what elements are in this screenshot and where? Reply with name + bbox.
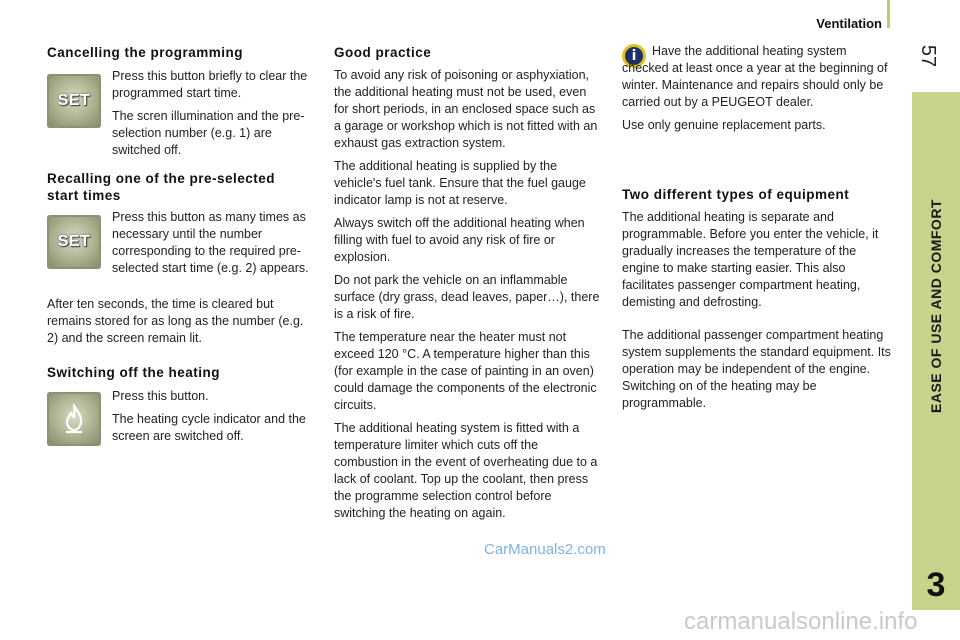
- gp-para-6: The additional heating system is fitted with a temperature limiter which cuts off the combustion in the event of overheating due to a lack of coolant. Top up the coolant, then press the programme selection control before switching the heating on again.: [334, 421, 598, 520]
- flame-icon: [61, 404, 87, 434]
- chapter-side-tab: [912, 92, 960, 560]
- set-button-image: [47, 74, 101, 128]
- equipment-p1: The additional heating is separate and programmable. Before you enter the vehicle, it gradually increases the temperature of the engine to make starting easier. This also facilitates passenger compartment heating, demisting and defrosting.: [622, 210, 879, 309]
- recall-title: [47, 170, 307, 204]
- equipment-p2: The additional passenger compartment heating system supplements the standard equipment. Its operation may be independent of the engine. Switching on of the heating may be programmable.: [622, 328, 891, 410]
- page-number: 57: [917, 44, 939, 68]
- switchoff-p1: Press this button.: [112, 389, 209, 403]
- good-practice-title: Good practice: [334, 45, 432, 60]
- info-p1: Have the additional heating system checked at least once a year at the beginning of winter. Maintenance and repairs should only be carried out by a PEUGEOT dealer.: [622, 44, 888, 109]
- watermark-carmanuals2: CarManuals2.com: [484, 541, 606, 558]
- chapter-number: 3: [912, 560, 960, 610]
- header-divider: [887, 0, 890, 28]
- recall-p1: Press this button as many times as necessary until the number corresponding to the required pre-selected start time (e.g. 2) appears.: [112, 210, 309, 275]
- set-button-image-2: [47, 215, 101, 269]
- recall-title-line1: Recalling one of the pre-selected: [47, 171, 276, 186]
- set-button-label: SET: [57, 92, 91, 109]
- switchoff-text: [112, 388, 312, 451]
- equipment-text: [622, 209, 894, 418]
- info-p2: Use only genuine replacement parts.: [622, 118, 826, 132]
- cancel-title: Cancelling the programming: [47, 45, 244, 60]
- chapter-title: EASE OF USE AND COMFORT: [928, 199, 944, 413]
- switchoff-p2: The heating cycle indicator and the screen are switched off.: [112, 412, 306, 443]
- good-practice-text: [334, 67, 604, 528]
- switchoff-title: Switching off the heating: [47, 365, 220, 380]
- info-text: [622, 43, 894, 140]
- cancel-text: [112, 68, 312, 165]
- watermark-carmanualsonline: carmanualsonline.info: [684, 608, 918, 635]
- gp-para-4: Do not park the vehicle on an inflammable surface (dry grass, dead leaves, paper…), there is a risk of fire.: [334, 273, 600, 321]
- recall-title-line2: start times: [47, 188, 121, 203]
- recall-text: [112, 209, 312, 283]
- gp-para-3: Always switch off the additional heating when filling with fuel to avoid any risk of fire or explosion.: [334, 216, 585, 264]
- cancel-p1: Press this button briefly to clear the programmed start time.: [112, 69, 308, 100]
- recall-text-2: [47, 296, 305, 353]
- set-button-label-2: SET: [57, 233, 91, 250]
- gp-para-5: The temperature near the heater must not exceed 120 °C. A temperature higher than this (for example in the case of painting in an oven) could damage the components of the electronic circuits.: [334, 330, 597, 412]
- equipment-title: Two different types of equipment: [622, 187, 850, 202]
- recall-p2: After ten seconds, the time is cleared but remains stored for as long as the number (e.g. 2) and the screen remain lit.: [47, 297, 304, 345]
- heating-button-image: [47, 392, 101, 446]
- gp-para-1: To avoid any risk of poisoning or asphyxiation, the additional heating must not be used, even for short periods, in an enclosed space such as a garage or workshop which is not fitted with an exhaust gas extraction system.: [334, 68, 598, 150]
- cancel-p2: The scren illumination and the pre-selection number (e.g. 1) are switched off.: [112, 109, 305, 157]
- info-icon-glyph: i: [625, 47, 643, 65]
- gp-para-2: The additional heating is supplied by the vehicle's fuel tank. Ensure that the fuel gauge indicator lamp is not at reserve.: [334, 159, 586, 207]
- section-header: Ventilation: [816, 16, 882, 31]
